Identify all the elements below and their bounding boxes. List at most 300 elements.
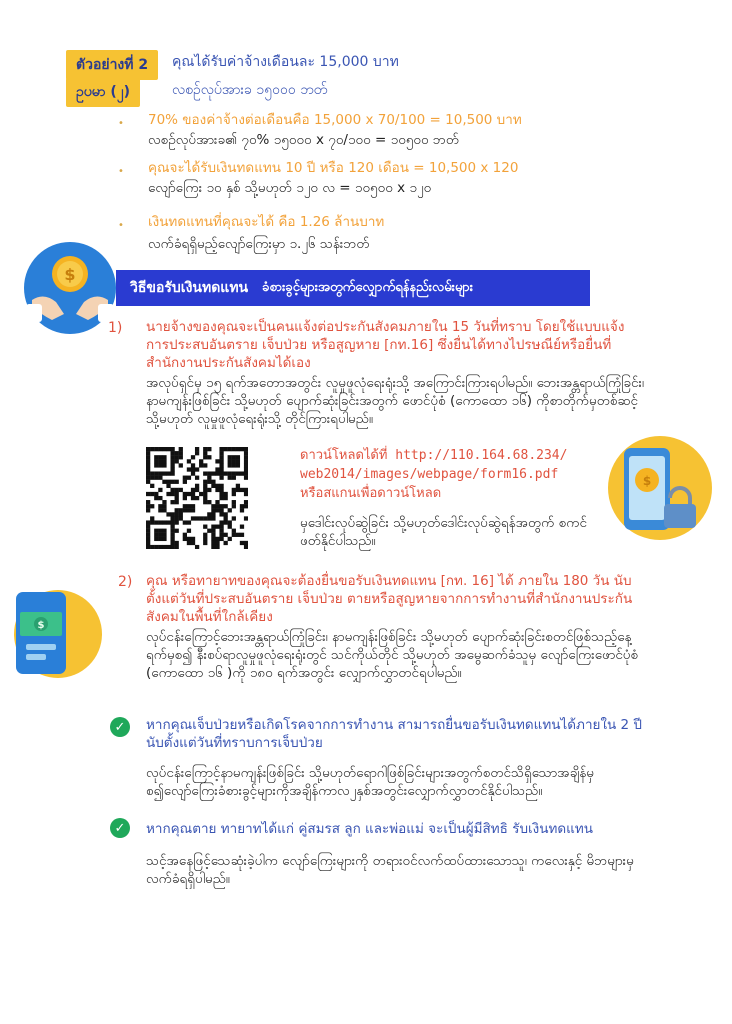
qr-module xyxy=(219,467,223,471)
step-1-number: 1) xyxy=(108,320,123,336)
qr-module xyxy=(158,533,162,537)
qr-module xyxy=(170,516,174,520)
qr-module xyxy=(187,537,191,541)
qr-module xyxy=(203,488,207,492)
qr-module xyxy=(162,537,166,541)
qr-module xyxy=(203,463,207,467)
qr-module xyxy=(219,484,223,488)
qr-module xyxy=(211,516,215,520)
qr-module xyxy=(183,508,187,512)
qr-module xyxy=(228,471,232,475)
qr-module xyxy=(170,520,174,524)
qr-module xyxy=(215,459,219,463)
qr-code-icon[interactable] xyxy=(146,447,248,549)
qr-module xyxy=(215,545,219,549)
qr-module xyxy=(211,545,215,549)
qr-module xyxy=(158,471,162,475)
qr-module xyxy=(158,520,162,524)
qr-module xyxy=(187,504,191,508)
qr-module xyxy=(215,471,219,475)
qr-module xyxy=(215,508,219,512)
step-2-number: 2) xyxy=(118,574,133,590)
qr-module xyxy=(219,471,223,475)
qr-module xyxy=(244,476,248,480)
qr-module xyxy=(179,516,183,520)
qr-module xyxy=(183,496,187,500)
qr-module xyxy=(244,500,248,504)
qr-module xyxy=(244,545,248,549)
qr-module xyxy=(195,484,199,488)
qr-module xyxy=(236,471,240,475)
qr-module xyxy=(162,480,166,484)
download-info xyxy=(300,446,567,503)
qr-module xyxy=(187,541,191,545)
qr-module xyxy=(162,463,166,467)
qr-module xyxy=(162,545,166,549)
qr-module xyxy=(236,533,240,537)
qr-module xyxy=(187,492,191,496)
qr-module xyxy=(224,504,228,508)
qr-module xyxy=(219,455,223,459)
bullet-dot: • xyxy=(118,166,124,177)
qr-module xyxy=(158,488,162,492)
qr-module xyxy=(195,488,199,492)
qr-module xyxy=(146,451,150,455)
bullet-dot: • xyxy=(118,220,124,231)
qr-module xyxy=(146,476,150,480)
step-2-my: လုပ်ငန်းကြောင့်ဘေးအန္တရာယ်ကြုံခြင်း၊ နာမကျန်းဖြစ်ခြင်း သို့မဟုတ် ပျောက်ဆုံးခြင်းစတင်ဖြစ်သည့်နေ့ရက်မှစ၍ နီးစပ်ရာလူမှုဖူလုံရေးရုံးတွင် သင်ကိုယ်တိုင် သို့မဟုတ် အမွေဆက်ခံသူမှ လျော်ကြေးဖောင်ပုံစံ (ကောထော ၁၆ )ကို ၁၈၀ ရက်အတွင်း လျှောက်လွှာတင်ရပါမည်။ xyxy=(146,629,639,681)
qr-module xyxy=(195,516,199,520)
qr-module xyxy=(150,476,154,480)
qr-module xyxy=(166,545,170,549)
qr-module xyxy=(224,520,228,524)
qr-module xyxy=(232,492,236,496)
qr-module xyxy=(219,496,223,500)
qr-module xyxy=(191,471,195,475)
qr-module xyxy=(154,529,158,533)
qr-module xyxy=(146,459,150,463)
qr-module xyxy=(224,541,228,545)
qr-module xyxy=(162,447,166,451)
qr-module xyxy=(211,484,215,488)
qr-module xyxy=(244,463,248,467)
qr-module xyxy=(207,529,211,533)
qr-module xyxy=(219,459,223,463)
qr-module xyxy=(219,488,223,492)
qr-module xyxy=(158,476,162,480)
qr-module xyxy=(175,492,179,496)
qr-module xyxy=(162,500,166,504)
qr-module xyxy=(183,476,187,480)
qr-module xyxy=(179,512,183,516)
qr-module xyxy=(207,488,211,492)
qr-module xyxy=(175,541,179,545)
qr-module xyxy=(191,508,195,512)
qr-module xyxy=(240,488,244,492)
qr-module xyxy=(224,533,228,537)
qr-module xyxy=(146,504,150,508)
check-1-th: หากคุณเจ็บป่วยหรือเกิดโรคจากการทำงาน สามารถยื่นขอรับเงินทดแทนได้ภายใน 2 ปี นับตั้งแต่วันที่ทราบการเจ็บป่วย xyxy=(146,717,643,751)
qr-module xyxy=(170,471,174,475)
qr-module xyxy=(146,471,150,475)
qr-module xyxy=(224,492,228,496)
qr-module xyxy=(146,500,150,504)
qr-module xyxy=(162,471,166,475)
qr-module xyxy=(240,471,244,475)
qr-module xyxy=(228,447,232,451)
qr-module xyxy=(215,537,219,541)
qr-module xyxy=(175,496,179,500)
qr-module xyxy=(150,516,154,520)
how-to-claim-banner xyxy=(116,270,590,306)
qr-module xyxy=(166,512,170,516)
qr-module xyxy=(158,508,162,512)
qr-module xyxy=(158,529,162,533)
qr-module xyxy=(154,476,158,480)
qr-module xyxy=(146,492,150,496)
qr-module xyxy=(154,459,158,463)
qr-module xyxy=(219,451,223,455)
qr-module xyxy=(170,463,174,467)
qr-module xyxy=(236,463,240,467)
qr-module xyxy=(232,447,236,451)
qr-module xyxy=(183,504,187,508)
qr-module xyxy=(228,459,232,463)
qr-module xyxy=(158,447,162,451)
qr-module xyxy=(154,463,158,467)
example-tag-my: ဥပမာ (၂) xyxy=(66,78,140,107)
qr-module xyxy=(162,508,166,512)
qr-module xyxy=(199,516,203,520)
step-2-th: คุณ หรือทายาทของคุณจะต้องยื่นขอรับเงินทดแทน [กท. 16] ได้ ภายใน 180 วัน นับตั้งแต่วันที่ประสบอันตราย เจ็บป่วย ตายหรือสูญหายจากการทำงานที่สำนักงานประกันสังคมในพื้นที่ใกล้เคียง xyxy=(146,573,633,625)
qr-module xyxy=(203,451,207,455)
qr-module xyxy=(175,480,179,484)
qr-module xyxy=(219,529,223,533)
qr-module xyxy=(191,455,195,459)
qr-module xyxy=(244,471,248,475)
calc-1-th: 70% ของค่าจ้างต่อเดือนคือ 15,000 x 70/100 = 10,500 บาท xyxy=(148,112,522,128)
check-2-th: หากคุณตาย ทายาทได้แก่ คู่สมรส ลูก และพ่อแม่ จะเป็นผู้มีสิทธิ รับเงินทดแทน xyxy=(146,821,593,837)
qr-module xyxy=(146,508,150,512)
qr-module xyxy=(170,447,174,451)
qr-module xyxy=(170,492,174,496)
qr-module xyxy=(199,492,203,496)
qr-module xyxy=(183,537,187,541)
qr-module xyxy=(162,459,166,463)
qr-module xyxy=(211,471,215,475)
download-line-1: ดาวน์โหลดได้ที่ http://110.164.68.234/ xyxy=(300,448,568,463)
qr-module xyxy=(211,529,215,533)
qr-module xyxy=(211,537,215,541)
qr-module xyxy=(170,533,174,537)
calc-2-my: လျော်ကြေး ၁၀ နှစ် သို့မဟုတ် ၁၂၀ လ = ၁၀၅၀၀ x ၁၂၀ xyxy=(148,180,432,196)
qr-module xyxy=(150,545,154,549)
qr-module xyxy=(195,476,199,480)
qr-module xyxy=(219,476,223,480)
qr-module xyxy=(175,529,179,533)
qr-module xyxy=(232,529,236,533)
qr-module xyxy=(191,467,195,471)
qr-module xyxy=(175,488,179,492)
qr-module xyxy=(166,447,170,451)
qr-module xyxy=(215,504,219,508)
qr-module xyxy=(179,463,183,467)
qr-module xyxy=(232,500,236,504)
qr-module xyxy=(232,471,236,475)
calc-1-my: လစဉ်လုပ်အားခ၏ ၇၀% ၁၅၀၀၀ x ၇၀/၁၀၀ = ၁၀၅၀၀ ဘတ် xyxy=(148,132,460,148)
qr-module xyxy=(199,463,203,467)
qr-module xyxy=(158,455,162,459)
qr-module xyxy=(166,492,170,496)
qr-module xyxy=(146,520,150,524)
step-1-my: အလုပ်ရှင်မှ ၁၅ ရက်အတောအတွင်း လူမှုဖူလုံရေးရုံးသို့ အကြောင်းကြားရပါမည်။ ဘေးအန္တရာယ်ကြုံခြင်း၊ နာမကျန်းဖြစ်ခြင်း သို့မဟုတ် ပျောက်ဆုံးခြင်းအတွက် ဖောင်ပုံစံ (ကောထော ၁၆) ကိုစာတိုက်မှတစ်ဆင့် သို့မဟုတ် လူမှုဖူလုံရေးရုံးသို့ တိုင်ကြားရပါမည်။ xyxy=(146,375,645,427)
qr-module xyxy=(232,516,236,520)
qr-module xyxy=(219,512,223,516)
download-line-3: หรือสแกนเพื่อดาวน์โหลด xyxy=(300,486,442,501)
qr-module xyxy=(211,480,215,484)
qr-module xyxy=(224,512,228,516)
qr-module xyxy=(146,525,150,529)
qr-module xyxy=(183,492,187,496)
qr-module xyxy=(232,455,236,459)
qr-module xyxy=(236,455,240,459)
phone-cash-icon xyxy=(6,582,106,682)
qr-module xyxy=(175,508,179,512)
qr-module xyxy=(170,500,174,504)
qr-module xyxy=(154,455,158,459)
qr-module xyxy=(228,463,232,467)
qr-module xyxy=(191,492,195,496)
qr-module xyxy=(219,508,223,512)
qr-module xyxy=(170,451,174,455)
check-2-my: သင့်အနေဖြင့်သေဆုံးခဲ့ပါက လျော်ကြေးများကို တရားဝင်လက်ထပ်ထားသောသူ၊ ကလေးနှင့် မိဘများမှလက်ခံရရှိပါမည်။ xyxy=(146,853,634,887)
qr-module xyxy=(207,455,211,459)
qr-module xyxy=(244,447,248,451)
calc-3-my: လက်ခံရရှိမည့်လျော်ကြေးမှာ ၁.၂၆ သန်းဘတ် xyxy=(148,236,370,252)
qr-module xyxy=(240,533,244,537)
qr-module xyxy=(179,447,183,451)
qr-module xyxy=(175,455,179,459)
banner-title-my: ခံစားခွင့်များအတွက်လျှောက်ရန်နည်းလမ်းများ xyxy=(262,279,474,295)
qr-module xyxy=(146,480,150,484)
qr-module xyxy=(170,545,174,549)
qr-module xyxy=(146,537,150,541)
qr-module xyxy=(236,488,240,492)
qr-module xyxy=(154,545,158,549)
qr-module xyxy=(203,447,207,451)
qr-module xyxy=(244,455,248,459)
qr-module xyxy=(207,500,211,504)
qr-module xyxy=(219,537,223,541)
qr-module xyxy=(244,516,248,520)
check-circle-icon: ✓ xyxy=(110,818,130,838)
qr-module xyxy=(244,504,248,508)
qr-module xyxy=(232,488,236,492)
svg-text:$: $ xyxy=(37,620,45,631)
qr-module xyxy=(240,541,244,545)
example-tag-th: ตัวอย่างที่ 2 xyxy=(66,50,158,80)
qr-module xyxy=(224,471,228,475)
qr-module xyxy=(187,508,191,512)
qr-module xyxy=(146,447,150,451)
qr-module xyxy=(191,463,195,467)
qr-module xyxy=(191,541,195,545)
qr-module xyxy=(240,447,244,451)
qr-module xyxy=(215,488,219,492)
qr-module xyxy=(187,459,191,463)
qr-module xyxy=(162,520,166,524)
qr-module xyxy=(207,516,211,520)
qr-module xyxy=(187,476,191,480)
qr-module xyxy=(244,541,248,545)
qr-module xyxy=(224,516,228,520)
qr-module xyxy=(215,541,219,545)
qr-module xyxy=(162,455,166,459)
qr-module xyxy=(228,476,232,480)
qr-module xyxy=(207,471,211,475)
qr-module xyxy=(219,533,223,537)
qr-module xyxy=(175,520,179,524)
qr-module xyxy=(170,459,174,463)
qr-module xyxy=(170,488,174,492)
qr-module xyxy=(207,476,211,480)
qr-module xyxy=(232,533,236,537)
qr-module xyxy=(150,484,154,488)
qr-module xyxy=(195,451,199,455)
qr-module xyxy=(215,525,219,529)
qr-module xyxy=(219,463,223,467)
qr-module xyxy=(219,520,223,524)
qr-module xyxy=(158,463,162,467)
qr-module xyxy=(150,471,154,475)
qr-module xyxy=(232,476,236,480)
qr-module xyxy=(219,492,223,496)
check-1-my: လုပ်ငန်းကြောင့်နာမကျန်းဖြစ်ခြင်း သို့မဟုတ်ရောဂါဖြစ်ခြင်းများအတွက်စတင်သိရှိသောအချိန်မှစ၍လျော်ကြေးခံစားခွင့်များကိုအချိန်ကာလ၂နှစ်အတွင်းလျှောက်လွှာတင်နိုင်ပါသည်။ xyxy=(146,765,594,799)
coin-hands-icon xyxy=(22,240,118,336)
qr-module xyxy=(244,459,248,463)
qr-module xyxy=(203,541,207,545)
qr-module xyxy=(175,545,179,549)
qr-module xyxy=(179,488,183,492)
qr-module xyxy=(211,508,215,512)
qr-module xyxy=(211,525,215,529)
qr-module xyxy=(224,447,228,451)
qr-module xyxy=(158,459,162,463)
qr-module xyxy=(195,496,199,500)
qr-module xyxy=(183,520,187,524)
qr-module xyxy=(170,455,174,459)
qr-module xyxy=(146,455,150,459)
qr-module xyxy=(170,529,174,533)
qr-module xyxy=(170,537,174,541)
qr-module xyxy=(207,447,211,451)
qr-module xyxy=(179,451,183,455)
qr-module xyxy=(179,508,183,512)
qr-module xyxy=(228,537,232,541)
qr-module xyxy=(203,480,207,484)
qr-module xyxy=(203,525,207,529)
qr-module xyxy=(240,525,244,529)
banner-title-th: วิธีขอรับเงินทดแทน xyxy=(130,280,249,296)
qr-module xyxy=(154,533,158,537)
qr-module xyxy=(232,504,236,508)
qr-module xyxy=(154,447,158,451)
example-title-th: คุณได้รับค่าจ้างเดือนละ 15,000 บาท xyxy=(172,54,399,70)
qr-module xyxy=(211,533,215,537)
qr-module xyxy=(146,529,150,533)
qr-module xyxy=(203,484,207,488)
qr-module xyxy=(154,496,158,500)
bullet-dot: • xyxy=(118,118,124,129)
qr-module xyxy=(211,541,215,545)
qr-module xyxy=(150,492,154,496)
qr-module xyxy=(244,488,248,492)
qr-module xyxy=(228,455,232,459)
qr-module xyxy=(191,537,195,541)
qr-module xyxy=(146,545,150,549)
qr-module xyxy=(146,533,150,537)
qr-module xyxy=(154,537,158,541)
qr-module xyxy=(158,504,162,508)
qr-module xyxy=(166,484,170,488)
qr-module xyxy=(232,459,236,463)
qr-module xyxy=(158,537,162,541)
qr-module xyxy=(179,455,183,459)
check-circle-icon: ✓ xyxy=(110,717,130,737)
qr-module xyxy=(211,504,215,508)
phone-lock-icon xyxy=(600,432,712,544)
qr-module xyxy=(244,467,248,471)
qr-module xyxy=(203,516,207,520)
calc-3-th: เงินทดแทนที่คุณจะได้ คือ 1.26 ล้านบาท xyxy=(148,214,385,230)
qr-module xyxy=(224,496,228,500)
qr-module xyxy=(203,455,207,459)
qr-module xyxy=(187,520,191,524)
qr-module xyxy=(203,533,207,537)
qr-module xyxy=(162,504,166,508)
qr-module xyxy=(244,492,248,496)
svg-text:$: $ xyxy=(642,474,652,488)
qr-module xyxy=(170,541,174,545)
qr-module xyxy=(240,508,244,512)
qr-module xyxy=(183,480,187,484)
qr-module xyxy=(166,520,170,524)
qr-module xyxy=(203,500,207,504)
qr-module xyxy=(166,480,170,484)
qr-module xyxy=(244,451,248,455)
qr-module xyxy=(211,512,215,516)
qr-module xyxy=(228,525,232,529)
qr-module xyxy=(162,533,166,537)
qr-module xyxy=(215,467,219,471)
qr-module xyxy=(232,463,236,467)
download-my: မှဒေါင်းလုပ်ဆွဲခြင်း သို့မဟုတ်ဒေါင်းလုပ်ဆွဲရန်အတွက် စကင်ဖတ်နိုင်ပါသည်။ xyxy=(300,515,587,549)
qr-module xyxy=(191,516,195,520)
qr-module xyxy=(240,504,244,508)
qr-module xyxy=(170,525,174,529)
qr-module xyxy=(203,496,207,500)
qr-module xyxy=(219,504,223,508)
qr-module xyxy=(154,471,158,475)
qr-module xyxy=(199,459,203,463)
qr-module xyxy=(219,525,223,529)
calc-2-th: คุณจะได้รับเงินทดแทน 10 ปี หรือ 120 เดือน = 10,500 x 120 xyxy=(148,160,519,176)
qr-module xyxy=(203,537,207,541)
qr-module xyxy=(150,504,154,508)
qr-module xyxy=(175,512,179,516)
qr-module xyxy=(228,508,232,512)
qr-module xyxy=(187,467,191,471)
